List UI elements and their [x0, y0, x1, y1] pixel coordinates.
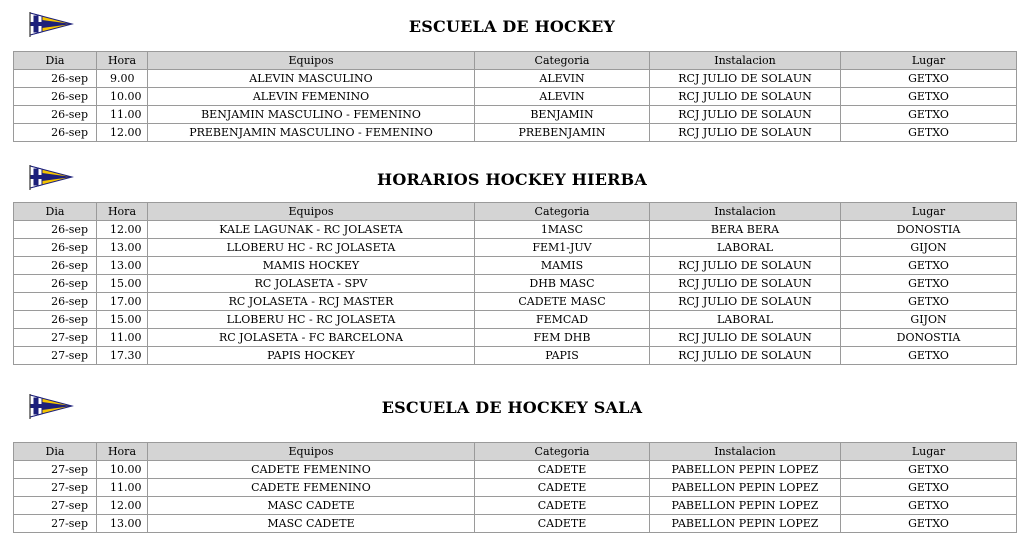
column-header-equipos: Equipos: [148, 52, 475, 70]
cell-dia: 26-sep: [14, 88, 97, 106]
cell-hora: 13.00: [97, 257, 148, 275]
schedule-table: [13, 202, 1017, 365]
cell-hora: 10.00: [97, 88, 148, 106]
cell-hora: 17.30: [97, 347, 148, 365]
cell-hora: 15.00: [97, 275, 148, 293]
cell-categoria: CADETE MASC: [475, 293, 650, 311]
table-row: [14, 461, 1017, 479]
table-row: [14, 221, 1017, 239]
cell-categoria: ALEVIN: [475, 70, 650, 88]
cell-instalacion: BERA BERA: [650, 221, 841, 239]
cell-categoria: ALEVIN: [475, 88, 650, 106]
cell-dia: 26-sep: [14, 124, 97, 142]
cell-dia: 27-sep: [14, 479, 97, 497]
cell-dia: 27-sep: [14, 461, 97, 479]
cell-equipos: RC JOLASETA - RCJ MASTER: [148, 293, 475, 311]
cell-instalacion: RCJ JULIO DE SOLAUN: [650, 124, 841, 142]
cell-lugar: GETXO: [841, 515, 1017, 533]
table-row: [14, 70, 1017, 88]
cell-lugar: GETXO: [841, 257, 1017, 275]
cell-instalacion: RCJ JULIO DE SOLAUN: [650, 275, 841, 293]
column-header-lugar: Lugar: [841, 52, 1017, 70]
cell-instalacion: RCJ JULIO DE SOLAUN: [650, 88, 841, 106]
column-header-dia: Dia: [14, 52, 97, 70]
cell-categoria: CADETE: [475, 515, 650, 533]
cell-categoria: FEM1-JUV: [475, 239, 650, 257]
cell-hora: 17.00: [97, 293, 148, 311]
cell-lugar: GETXO: [841, 88, 1017, 106]
cell-instalacion: PABELLON PEPIN LOPEZ: [650, 479, 841, 497]
cell-instalacion: PABELLON PEPIN LOPEZ: [650, 515, 841, 533]
header-row: [14, 203, 1017, 221]
column-header-hora: Hora: [97, 443, 148, 461]
column-header-lugar: Lugar: [841, 203, 1017, 221]
cell-categoria: PAPIS: [475, 347, 650, 365]
cell-equipos: CADETE FEMENINO: [148, 461, 475, 479]
cell-lugar: GETXO: [841, 70, 1017, 88]
cell-equipos: ALEVIN FEMENINO: [148, 88, 475, 106]
column-header-equipos: Equipos: [148, 443, 475, 461]
cell-categoria: CADETE: [475, 461, 650, 479]
cell-equipos: PAPIS HOCKEY: [148, 347, 475, 365]
cell-lugar: DONOSTIA: [841, 329, 1017, 347]
cell-lugar: GETXO: [841, 293, 1017, 311]
cell-lugar: GETXO: [841, 479, 1017, 497]
column-header-dia: Dia: [14, 443, 97, 461]
cell-dia: 26-sep: [14, 106, 97, 124]
table-row: [14, 124, 1017, 142]
table-row: [14, 257, 1017, 275]
cell-dia: 26-sep: [14, 257, 97, 275]
cell-instalacion: RCJ JULIO DE SOLAUN: [650, 106, 841, 124]
table-row: [14, 293, 1017, 311]
column-header-categoria: Categoria: [475, 203, 650, 221]
cell-hora: 12.00: [97, 497, 148, 515]
header-row: [14, 443, 1017, 461]
cell-dia: 27-sep: [14, 497, 97, 515]
schedule-table: [13, 442, 1017, 533]
cell-equipos: RC JOLASETA - SPV: [148, 275, 475, 293]
cell-instalacion: LABORAL: [650, 239, 841, 257]
cell-hora: 11.00: [97, 106, 148, 124]
cell-instalacion: PABELLON PEPIN LOPEZ: [650, 461, 841, 479]
column-header-instalacion: Instalacion: [650, 443, 841, 461]
column-header-instalacion: Instalacion: [650, 203, 841, 221]
cell-equipos: KALE LAGUNAK - RC JOLASETA: [148, 221, 475, 239]
column-header-categoria: Categoria: [475, 443, 650, 461]
cell-lugar: GETXO: [841, 275, 1017, 293]
cell-equipos: PREBENJAMIN MASCULINO - FEMENINO: [148, 124, 475, 142]
table-row: [14, 106, 1017, 124]
cell-lugar: GETXO: [841, 124, 1017, 142]
cell-dia: 26-sep: [14, 70, 97, 88]
cell-hora: 15.00: [97, 311, 148, 329]
cell-instalacion: RCJ JULIO DE SOLAUN: [650, 70, 841, 88]
cell-categoria: FEM DHB: [475, 329, 650, 347]
cell-categoria: CADETE: [475, 479, 650, 497]
column-header-hora: Hora: [97, 203, 148, 221]
cell-instalacion: RCJ JULIO DE SOLAUN: [650, 257, 841, 275]
column-header-categoria: Categoria: [475, 52, 650, 70]
cell-lugar: GETXO: [841, 106, 1017, 124]
cell-instalacion: RCJ JULIO DE SOLAUN: [650, 329, 841, 347]
cell-hora: 11.00: [97, 479, 148, 497]
table-row: [14, 497, 1017, 515]
cell-hora: 11.00: [97, 329, 148, 347]
cell-categoria: CADETE: [475, 497, 650, 515]
schedule-table: [13, 51, 1017, 142]
cell-lugar: GIJON: [841, 239, 1017, 257]
cell-equipos: BENJAMIN MASCULINO - FEMENINO: [148, 106, 475, 124]
cell-hora: 12.00: [97, 221, 148, 239]
cell-equipos: RC JOLASETA - FC BARCELONA: [148, 329, 475, 347]
cell-hora: 9.00: [97, 70, 148, 88]
cell-equipos: ALEVIN MASCULINO: [148, 70, 475, 88]
table-row: [14, 515, 1017, 533]
cell-instalacion: LABORAL: [650, 311, 841, 329]
cell-hora: 10.00: [97, 461, 148, 479]
cell-hora: 13.00: [97, 239, 148, 257]
table-row: [14, 311, 1017, 329]
cell-categoria: MAMIS: [475, 257, 650, 275]
cell-equipos: MASC CADETE: [148, 515, 475, 533]
cell-hora: 13.00: [97, 515, 148, 533]
section-title: HORARIOS HOCKEY HIERBA: [377, 170, 647, 189]
cell-dia: 26-sep: [14, 293, 97, 311]
cell-equipos: MAMIS HOCKEY: [148, 257, 475, 275]
table-row: [14, 275, 1017, 293]
cell-dia: 26-sep: [14, 239, 97, 257]
column-header-equipos: Equipos: [148, 203, 475, 221]
table-row: [14, 329, 1017, 347]
cell-hora: 12.00: [97, 124, 148, 142]
cell-equipos: MASC CADETE: [148, 497, 475, 515]
cell-dia: 26-sep: [14, 311, 97, 329]
column-header-hora: Hora: [97, 52, 148, 70]
section-title: ESCUELA DE HOCKEY: [408, 17, 616, 36]
cell-categoria: 1MASC: [475, 221, 650, 239]
cell-dia: 27-sep: [14, 329, 97, 347]
cell-dia: 26-sep: [14, 221, 97, 239]
column-header-dia: Dia: [14, 203, 97, 221]
cell-instalacion: RCJ JULIO DE SOLAUN: [650, 347, 841, 365]
cell-lugar: GETXO: [841, 347, 1017, 365]
cell-categoria: PREBENJAMIN: [475, 124, 650, 142]
cell-equipos: CADETE FEMENINO: [148, 479, 475, 497]
cell-instalacion: RCJ JULIO DE SOLAUN: [650, 293, 841, 311]
cell-lugar: DONOSTIA: [841, 221, 1017, 239]
cell-equipos: LLOBERU HC - RC JOLASETA: [148, 311, 475, 329]
cell-lugar: GIJON: [841, 311, 1017, 329]
column-header-instalacion: Instalacion: [650, 52, 841, 70]
cell-dia: 27-sep: [14, 515, 97, 533]
cell-lugar: GETXO: [841, 497, 1017, 515]
table-row: [14, 88, 1017, 106]
cell-categoria: BENJAMIN: [475, 106, 650, 124]
section-title: ESCUELA DE HOCKEY SALA: [381, 398, 643, 417]
cell-lugar: GETXO: [841, 461, 1017, 479]
cell-instalacion: PABELLON PEPIN LOPEZ: [650, 497, 841, 515]
cell-dia: 26-sep: [14, 275, 97, 293]
cell-equipos: LLOBERU HC - RC JOLASETA: [148, 239, 475, 257]
cell-categoria: FEMCAD: [475, 311, 650, 329]
header-row: [14, 52, 1017, 70]
table-row: [14, 347, 1017, 365]
cell-dia: 27-sep: [14, 347, 97, 365]
cell-categoria: DHB MASC: [475, 275, 650, 293]
column-header-lugar: Lugar: [841, 443, 1017, 461]
table-row: [14, 479, 1017, 497]
table-row: [14, 239, 1017, 257]
